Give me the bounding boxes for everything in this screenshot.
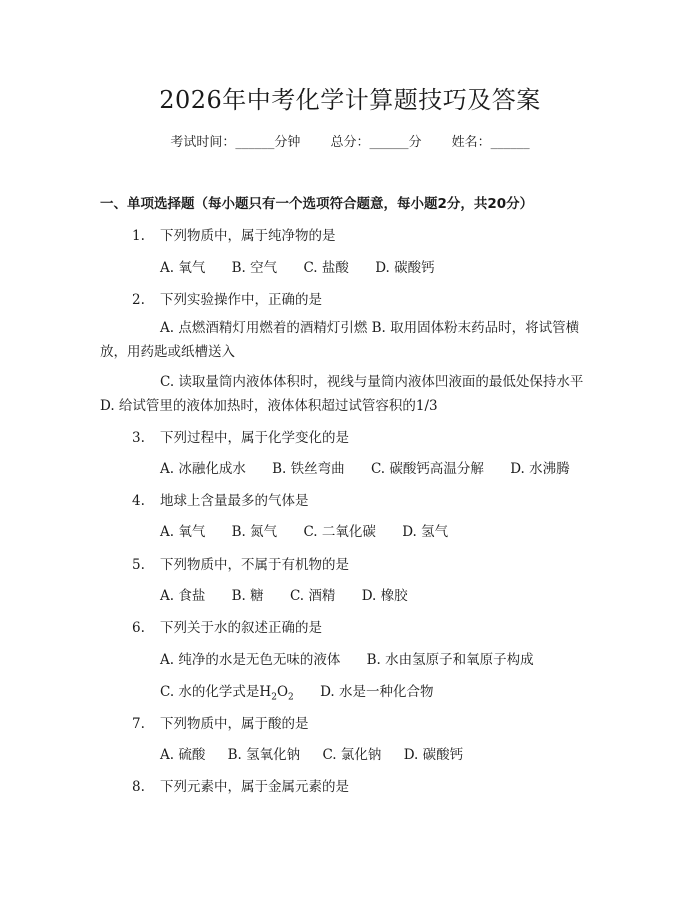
question-1-options [160,256,457,276]
option-c: C. 二氧化碳 [303,524,376,540]
option-a: A. 硫酸 [160,747,206,763]
page-title: 2026年中考化学计算题技巧及答案 [159,86,541,114]
question-7-options [160,743,485,763]
subscript: 2 [288,692,294,703]
exam-info-row [0,131,700,150]
question-1 [132,224,336,244]
option-d: D. 碳酸钙 [375,260,435,276]
question-5-options [160,584,430,604]
question-8 [132,775,349,795]
exam-time-field: 考试时间：______分钟 [170,135,301,150]
question-7 [132,712,309,732]
option-d: D. 橡胶 [361,588,408,604]
question-number: 4. [132,493,145,509]
question-number: 5. [132,557,145,573]
question-text: 下列实验操作中，正确的是 [160,292,322,308]
question-text: 下列关于水的叙述正确的是 [160,620,322,636]
option-a: A. 纯净的水是无色无味的液体 [160,652,341,668]
option-a: A. 食盐 [160,588,206,604]
option-a: A. 冰融化成水 [160,461,246,477]
question-number: 7. [132,716,145,732]
student-name-field: 姓名：______ [451,135,530,150]
question-text: 地球上含量最多的气体是 [160,493,309,509]
question-number: 2. [132,292,145,308]
option-b: B. 氢氧化钠 [227,747,301,763]
total-score-field: 总分：______分 [330,135,422,150]
option-b: B. 水由氢原子和氧原子构成 [366,652,534,668]
question-2-options-line2: C. 读取量筒内液体体积时，视线与量筒内液体凹液面的最低处保持水平 D. 给试管里的液体加热时，液体体积超过试管容积的1/3 [100,374,584,414]
option-b: B. 氮气 [231,524,278,540]
option-a: A. 氧气 [160,260,206,276]
option-c: C. 酒精 [289,588,336,604]
question-6-options-row2 [160,680,456,703]
question-6 [132,616,322,636]
option-b: B. 铁丝弯曲 [272,461,345,477]
option-d: D. 碳酸钙 [403,747,464,763]
question-2-options-line1: A. 点燃酒精灯用燃着的酒精灯引燃 B. 取用固体粉末药品时，将试管横放，用药匙或纸槽送入 [100,320,580,360]
question-4-options [160,520,470,540]
question-3-options [160,457,592,477]
option-b: B. 糖 [231,588,264,604]
question-number: 6. [132,620,145,636]
question-text: 下列元素中，属于金属元素的是 [160,779,349,795]
option-d: D. 氢气 [402,524,449,540]
question-number: 8. [132,779,145,795]
question-number: 3. [132,430,145,446]
option-c: C. 氯化钠 [322,747,382,763]
question-text: 下列物质中，属于酸的是 [160,716,309,732]
option-c [160,684,294,703]
option-c: C. 碳酸钙高温分解 [370,461,484,477]
question-6-options-row1 [160,648,556,668]
option-b: B. 空气 [231,260,278,276]
question-3 [132,426,349,446]
option-d: D. 水沸腾 [510,461,570,477]
question-text: 下列物质中，属于纯净物的是 [160,228,336,244]
option-c-mid: O [276,684,289,700]
question-text: 下列过程中，属于化学变化的是 [160,430,349,446]
option-c: C. 盐酸 [303,260,349,276]
question-text: 下列物质中，不属于有机物的是 [160,557,349,573]
question-2 [132,288,322,308]
question-number: 1. [132,228,145,244]
question-5 [132,553,349,573]
subscript: 2 [271,692,277,703]
question-4 [132,489,309,509]
option-a: A. 氧气 [160,524,206,540]
option-d: D. 水是一种化合物 [320,684,434,700]
section-heading: 一、单项选择题（每小题只有一个选项符合题意，每小题2分，共20分） [100,196,534,212]
option-c-prefix: C. 水的化学式是H [160,684,272,700]
